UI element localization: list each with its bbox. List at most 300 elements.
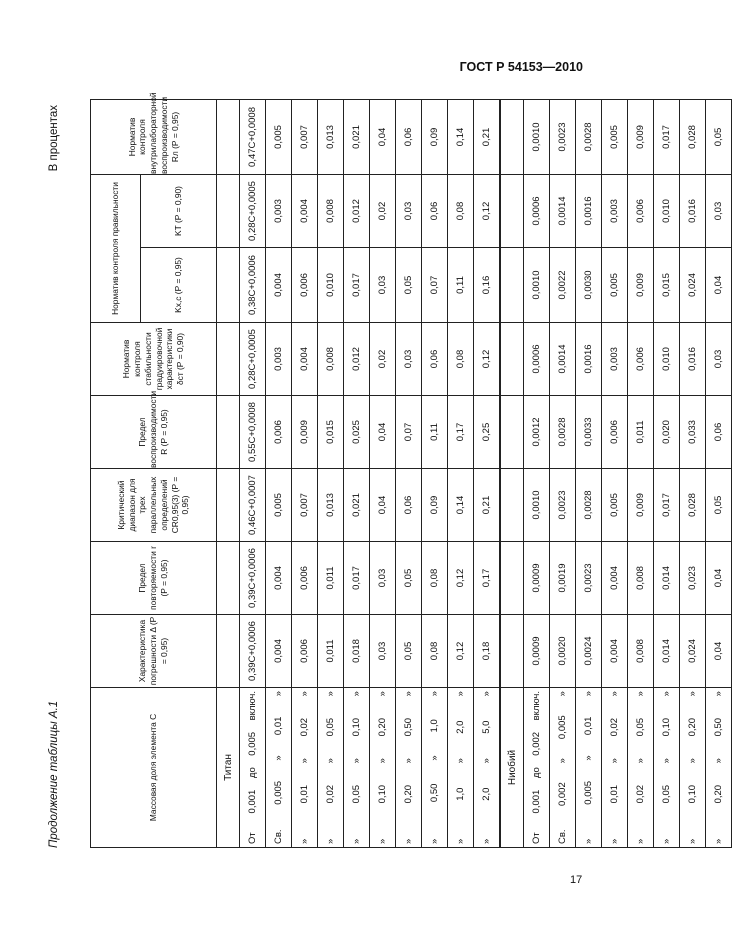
range-token: 2,0 [481, 787, 492, 801]
range-token: » [377, 691, 388, 697]
table-row [680, 99, 706, 847]
header-error-characteristic: Характеристика погрешности Δ (Р = 0,95) [91, 615, 217, 688]
value-cell: 0,003 [602, 323, 628, 396]
range-token: » [609, 691, 620, 697]
empty-cell [217, 323, 240, 396]
range-token: 0,10 [661, 717, 672, 737]
header-mass-fraction: Массовая доля элемента С [91, 688, 217, 848]
range-token: 0,10 [377, 784, 388, 804]
range-token: » [273, 755, 284, 761]
value-cell: 0,03 [706, 174, 732, 247]
metrology-table [90, 92, 732, 848]
value-cell: 0,017 [344, 542, 370, 615]
value-cell: 0,006 [266, 396, 292, 469]
section-name: Ниобий [500, 688, 524, 848]
empty-cell [500, 323, 524, 396]
range-token: 0,50 [713, 717, 724, 737]
value-cell: 0,009 [628, 99, 654, 174]
value-cell: 0,06 [396, 99, 422, 174]
value-cell: 0,013 [318, 99, 344, 174]
range-token: 0,10 [687, 784, 698, 804]
range-cell [318, 688, 344, 848]
range-token: » [481, 691, 492, 697]
range-cell [474, 688, 501, 848]
table-row [524, 99, 550, 847]
range-token: 0,005 [557, 715, 568, 740]
value-cell: 0,016 [680, 323, 706, 396]
range-token: 0,50 [429, 783, 440, 803]
range-token: » [351, 691, 362, 697]
empty-cell [217, 396, 240, 469]
value-cell: 0,014 [654, 542, 680, 615]
value-cell: 0,21 [474, 99, 501, 174]
header-kxc: Kx,c (Р = 0,95) [141, 248, 217, 323]
empty-cell [500, 248, 524, 323]
value-cell: 0,07 [422, 248, 448, 323]
range-token: 0,002 [557, 782, 568, 807]
page-number: 17 [570, 874, 583, 886]
value-cell: 0,007 [292, 99, 318, 174]
value-cell: 0,28С+0,0005 [240, 323, 266, 396]
value-cell: 0,004 [266, 542, 292, 615]
range-token: включ. [247, 691, 258, 721]
table-row [602, 99, 628, 847]
value-cell: 0,004 [292, 174, 318, 247]
value-cell: 0,0030 [576, 248, 602, 323]
value-cell: 0,05 [396, 615, 422, 688]
value-cell: 0,005 [602, 99, 628, 174]
range-token: » [351, 758, 362, 764]
range-token: » [713, 691, 724, 697]
range-token: От [531, 832, 542, 844]
range-token: 0,005 [273, 780, 284, 805]
value-cell: 0,08 [448, 174, 474, 247]
value-cell: 0,006 [292, 248, 318, 323]
range-cell [524, 688, 550, 848]
range-token: » [687, 838, 698, 844]
value-cell: 0,012 [344, 174, 370, 247]
range-token: 0,001 [247, 789, 258, 814]
value-cell: 0,011 [628, 396, 654, 469]
table-row [654, 99, 680, 847]
header-accuracy-control-norm: Норматив контроля правильности [91, 174, 141, 322]
range-token: включ. [531, 691, 542, 721]
value-cell: 0,08 [448, 323, 474, 396]
value-cell: 0,017 [654, 99, 680, 174]
value-cell: 0,04 [706, 248, 732, 323]
value-cell: 0,028 [680, 469, 706, 542]
empty-cell [500, 174, 524, 247]
value-cell: 0,06 [422, 323, 448, 396]
value-cell: 0,14 [448, 99, 474, 174]
header-reproducibility-limit: Предел воспроизводимости R (Р = 0,95) [91, 396, 217, 469]
range-token: » [713, 838, 724, 844]
value-cell: 0,0024 [576, 615, 602, 688]
table-row [628, 99, 654, 847]
value-cell: 0,0023 [550, 469, 576, 542]
range-token: 0,002 [531, 731, 542, 756]
table-row [706, 99, 732, 847]
value-cell: 0,017 [654, 469, 680, 542]
table-row [422, 99, 448, 847]
range-token: 0,005 [583, 780, 594, 805]
value-cell: 0,0009 [524, 542, 550, 615]
range-token: 0,20 [713, 784, 724, 804]
range-token: 0,10 [351, 717, 362, 737]
range-token: » [325, 838, 336, 844]
value-cell: 0,006 [628, 323, 654, 396]
value-cell: 0,017 [344, 248, 370, 323]
value-cell: 0,0009 [524, 615, 550, 688]
empty-cell [217, 615, 240, 688]
value-cell: 0,0023 [576, 542, 602, 615]
header-intralab-reproducibility-norm: Норматив контроля внутрилабораторной воспроизводимости Rл (Р = 0,95) [91, 99, 217, 174]
value-cell: 0,0022 [550, 248, 576, 323]
range-token: 0,20 [377, 717, 388, 737]
empty-cell [217, 469, 240, 542]
table-row [576, 99, 602, 847]
range-token: » [557, 691, 568, 697]
table-body [217, 99, 732, 847]
range-cell [370, 688, 396, 848]
range-token: 0,01 [609, 784, 620, 804]
value-cell: 0,005 [602, 248, 628, 323]
range-token: » [429, 755, 440, 761]
value-cell: 0,021 [344, 99, 370, 174]
empty-cell [217, 248, 240, 323]
empty-cell [500, 396, 524, 469]
range-cell [422, 688, 448, 848]
range-token: 0,05 [351, 784, 362, 804]
range-token: » [325, 758, 336, 764]
range-token: 0,20 [403, 784, 414, 804]
range-token: » [481, 838, 492, 844]
value-cell: 0,03 [370, 615, 396, 688]
value-cell: 0,04 [706, 542, 732, 615]
value-cell: 0,06 [396, 469, 422, 542]
range-token: » [583, 691, 594, 697]
range-token: 0,05 [325, 717, 336, 737]
value-cell: 0,06 [422, 174, 448, 247]
range-cell [344, 688, 370, 848]
range-token: » [687, 758, 698, 764]
range-token: » [557, 758, 568, 764]
value-cell: 0,004 [602, 542, 628, 615]
value-cell: 0,023 [680, 542, 706, 615]
value-cell: 0,04 [370, 396, 396, 469]
value-cell: 0,11 [448, 248, 474, 323]
value-cell: 0,0028 [576, 469, 602, 542]
value-cell: 0,06 [706, 396, 732, 469]
value-cell: 0,005 [266, 99, 292, 174]
range-cell [550, 688, 576, 848]
range-token: » [325, 691, 336, 697]
value-cell: 0,010 [318, 248, 344, 323]
value-cell: 0,21 [474, 469, 501, 542]
range-token: » [661, 838, 672, 844]
value-cell: 0,05 [396, 248, 422, 323]
section-name: Титан [217, 688, 240, 848]
value-cell: 0,021 [344, 469, 370, 542]
value-cell: 0,25 [474, 396, 501, 469]
value-cell: 0,0014 [550, 323, 576, 396]
value-cell: 0,003 [602, 174, 628, 247]
range-token: » [713, 758, 724, 764]
value-cell: 0,04 [706, 615, 732, 688]
table-row [292, 99, 318, 847]
range-token: » [403, 691, 414, 697]
range-token: 0,05 [635, 717, 646, 737]
value-cell: 0,011 [318, 542, 344, 615]
value-cell: 0,04 [370, 469, 396, 542]
range-token: » [455, 758, 466, 764]
range-token: » [429, 691, 440, 697]
value-cell: 0,39С+0,0006 [240, 615, 266, 688]
header-kt: KT (Р = 0,90) [141, 174, 217, 247]
value-cell: 0,008 [628, 615, 654, 688]
range-token: 0,001 [531, 789, 542, 814]
value-cell: 0,12 [474, 323, 501, 396]
range-token: » [455, 691, 466, 697]
value-cell: 0,07 [396, 396, 422, 469]
empty-cell [217, 99, 240, 174]
value-cell: 0,015 [318, 396, 344, 469]
value-cell: 0,09 [422, 99, 448, 174]
value-cell: 0,28С+0,0005 [240, 174, 266, 247]
range-cell [602, 688, 628, 848]
value-cell: 0,007 [292, 469, 318, 542]
value-cell: 0,03 [396, 323, 422, 396]
value-cell: 0,03 [370, 542, 396, 615]
value-cell: 0,05 [706, 469, 732, 542]
range-token: » [455, 838, 466, 844]
range-token: 2,0 [455, 720, 466, 734]
value-cell: 0,16 [474, 248, 501, 323]
value-cell: 0,009 [628, 248, 654, 323]
range-token: » [661, 691, 672, 697]
value-cell: 0,020 [654, 396, 680, 469]
range-cell [396, 688, 422, 848]
range-token: » [609, 838, 620, 844]
empty-cell [500, 99, 524, 174]
value-cell: 0,016 [680, 174, 706, 247]
value-cell: 0,02 [370, 323, 396, 396]
unit-label: В процентах [48, 105, 60, 172]
value-cell: 0,14 [448, 469, 474, 542]
range-token: 5,0 [481, 720, 492, 734]
value-cell: 0,0012 [524, 396, 550, 469]
header-repeatability-limit: Предел повторяемости r (Р = 0,95) [91, 542, 217, 615]
range-cell [266, 688, 292, 848]
range-token: » [635, 691, 646, 697]
value-cell: 0,024 [680, 248, 706, 323]
value-cell: 0,025 [344, 396, 370, 469]
value-cell: 0,006 [628, 174, 654, 247]
range-cell [680, 688, 706, 848]
value-cell: 0,006 [602, 396, 628, 469]
value-cell: 0,0016 [576, 174, 602, 247]
empty-cell [500, 615, 524, 688]
range-token: до [247, 767, 258, 779]
value-cell: 0,004 [602, 615, 628, 688]
range-token: Св. [273, 829, 284, 844]
value-cell: 0,012 [344, 323, 370, 396]
value-cell: 0,05 [396, 542, 422, 615]
table-row [474, 99, 501, 847]
value-cell: 0,17 [448, 396, 474, 469]
range-token: до [531, 767, 542, 779]
value-cell: 0,003 [266, 323, 292, 396]
value-cell: 0,11 [422, 396, 448, 469]
section-header-row [217, 99, 240, 847]
range-token: 0,01 [273, 716, 284, 736]
value-cell: 0,17 [474, 542, 501, 615]
value-cell: 0,02 [370, 174, 396, 247]
range-token: » [661, 758, 672, 764]
value-cell: 0,011 [318, 615, 344, 688]
value-cell: 0,0014 [550, 174, 576, 247]
value-cell: 0,004 [266, 615, 292, 688]
value-cell: 0,006 [292, 542, 318, 615]
range-cell [654, 688, 680, 848]
value-cell: 0,033 [680, 396, 706, 469]
range-token: » [377, 758, 388, 764]
value-cell: 0,08 [422, 615, 448, 688]
table-row [240, 99, 266, 847]
value-cell: 0,55С+0,0008 [240, 396, 266, 469]
table-row [266, 99, 292, 847]
value-cell: 0,0028 [550, 396, 576, 469]
value-cell: 0,003 [266, 174, 292, 247]
range-token: 0,01 [299, 784, 310, 804]
value-cell: 0,0010 [524, 248, 550, 323]
value-cell: 0,010 [654, 323, 680, 396]
value-cell: 0,0016 [576, 323, 602, 396]
value-cell: 0,014 [654, 615, 680, 688]
range-token: 1,0 [429, 719, 440, 733]
range-token: » [481, 758, 492, 764]
value-cell: 0,009 [292, 396, 318, 469]
value-cell: 0,0028 [576, 99, 602, 174]
empty-cell [217, 542, 240, 615]
value-cell: 0,024 [680, 615, 706, 688]
empty-cell [500, 542, 524, 615]
value-cell: 0,006 [292, 615, 318, 688]
value-cell: 0,0033 [576, 396, 602, 469]
range-token: 0,50 [403, 717, 414, 737]
standard-code: ГОСТ Р 54153—2010 [459, 60, 583, 74]
value-cell: 0,005 [266, 469, 292, 542]
table-row [448, 99, 474, 847]
range-cell [240, 688, 266, 848]
value-cell: 0,05 [706, 99, 732, 174]
table-row [318, 99, 344, 847]
range-token: 0,02 [609, 717, 620, 737]
table-row [550, 99, 576, 847]
value-cell: 0,46С+0,0007 [240, 469, 266, 542]
range-token: » [687, 691, 698, 697]
section-header-row [500, 99, 524, 847]
range-cell [628, 688, 654, 848]
value-cell: 0,12 [474, 174, 501, 247]
value-cell: 0,013 [318, 469, 344, 542]
value-cell: 0,0010 [524, 99, 550, 174]
value-cell: 0,028 [680, 99, 706, 174]
range-token: 0,02 [299, 717, 310, 737]
range-token: 0,20 [687, 717, 698, 737]
range-token: 1,0 [455, 787, 466, 801]
value-cell: 0,008 [318, 174, 344, 247]
value-cell: 0,12 [448, 542, 474, 615]
range-token: » [609, 758, 620, 764]
table-row [396, 99, 422, 847]
value-cell: 0,03 [396, 174, 422, 247]
range-token: » [299, 691, 310, 697]
range-token: 0,01 [583, 716, 594, 736]
empty-cell [500, 469, 524, 542]
range-token: » [403, 758, 414, 764]
value-cell: 0,38С+0,0006 [240, 248, 266, 323]
range-token: Св. [557, 829, 568, 844]
range-token: » [583, 755, 594, 761]
value-cell: 0,47С+0,0008 [240, 99, 266, 174]
rotated-page-content [48, 92, 724, 848]
value-cell: 0,018 [344, 615, 370, 688]
value-cell: 0,04 [370, 99, 396, 174]
table-row [370, 99, 396, 847]
range-token: » [635, 838, 646, 844]
range-token: » [583, 838, 594, 844]
empty-cell [217, 174, 240, 247]
value-cell: 0,008 [628, 542, 654, 615]
range-token: 0,02 [635, 784, 646, 804]
value-cell: 0,0020 [550, 615, 576, 688]
value-cell: 0,12 [448, 615, 474, 688]
range-token: » [299, 838, 310, 844]
value-cell: 0,004 [292, 323, 318, 396]
range-token: » [429, 838, 440, 844]
range-token: 0,05 [661, 784, 672, 804]
value-cell: 0,005 [602, 469, 628, 542]
value-cell: 0,009 [628, 469, 654, 542]
range-token: От [247, 832, 258, 844]
value-cell: 0,0006 [524, 174, 550, 247]
range-cell [448, 688, 474, 848]
value-cell: 0,004 [266, 248, 292, 323]
value-cell: 0,008 [318, 323, 344, 396]
value-cell: 0,0019 [550, 542, 576, 615]
value-cell: 0,0010 [524, 469, 550, 542]
range-token: » [273, 691, 284, 697]
header-critical-range: Критический диапазон для трех параллельных определений CR0,95(3) (Р = 0,95) [91, 469, 217, 542]
range-token: » [403, 838, 414, 844]
range-cell [706, 688, 732, 848]
range-token: » [299, 758, 310, 764]
value-cell: 0,18 [474, 615, 501, 688]
range-token: » [351, 838, 362, 844]
range-token: » [377, 838, 388, 844]
value-cell: 0,09 [422, 469, 448, 542]
value-cell: 0,08 [422, 542, 448, 615]
value-cell: 0,0006 [524, 323, 550, 396]
value-cell: 0,03 [706, 323, 732, 396]
range-token: 0,005 [247, 731, 258, 756]
value-cell: 0,010 [654, 174, 680, 247]
value-cell: 0,015 [654, 248, 680, 323]
table-continuation-caption: Продолжение таблицы А.1 [48, 700, 60, 848]
value-cell: 0,0023 [550, 99, 576, 174]
value-cell: 0,39С+0,0006 [240, 542, 266, 615]
